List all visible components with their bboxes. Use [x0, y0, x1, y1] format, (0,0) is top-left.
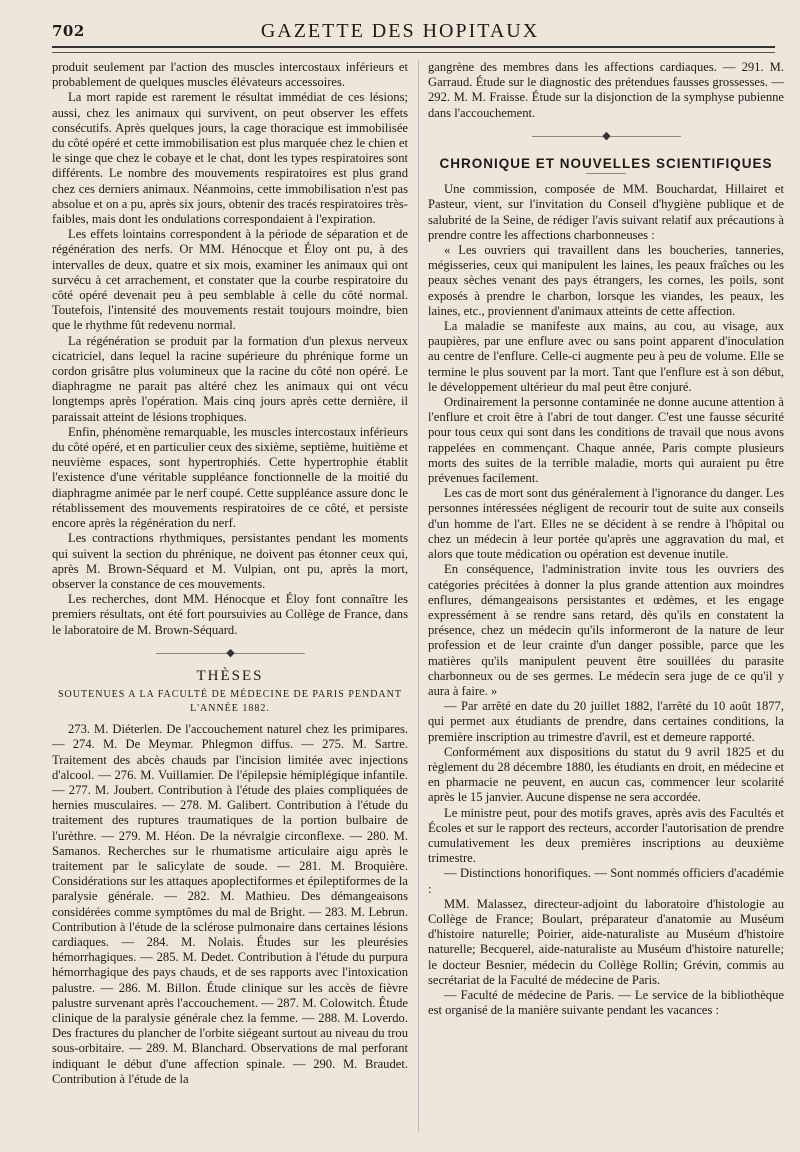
paragraph: produit seulement par l'action des muscles intercostaux inférieurs et probablement de quelques muscles élévateurs accessoires.	[52, 60, 408, 90]
header-rule-thin	[52, 52, 775, 53]
paragraph: MM. Malassez, directeur-adjoint du laboratoire d'histologie au Collège de France; Boulart, préparateur d'anatomie au Muséum d'histoire naturelle; Poirier, aide-naturaliste au Muséum d'histoire naturelle; Becquerel, aide-naturaliste au Muséum d'histoire naturelle; le docteur Besnier, médecin du Collège Rollin; Grévin, commis au secrétariat de la Faculté de médecine de Paris.	[428, 896, 784, 987]
paragraph: La mort rapide est rarement le résultat immédiat de ces lésions; aussi, chez les animaux qui survivent, on peut observer les effets consécutifs. Après quelques jours, la cage thoracique est immobilisée du côté opéré et cette immobilisation est plus marquée chez le chien et le singe que chez le cobaye et le chat, dont les types respiratoires sont différents. Le nombre des mouvements respiratoires est plus grand chez ces derniers animaux. Néanmoins, cette immobilisation n'est pas absolue et on a pu, après six jours, obtenir des tracés respiratoires très-faibles, mais dont les ondulations correspondaient à l'expiration.	[52, 90, 408, 227]
paragraph: Une commission, composée de MM. Bouchardat, Hillairet et Pasteur, vient, sur l'invitation du Conseil d'hygiène publique et de salubrité de la Seine, de rédiger l'avis suivant relatif aux précautions à prendre contre les affections charbonneuses :	[428, 182, 784, 242]
paragraph: — Par arrêté en date du 20 juillet 1882, l'arrêté du 10 août 1877, qui permet aux étudiants de prendre, dans certaines conditions, la première inscription au trimestre d'avril, est et demeure rapporté.	[428, 699, 784, 744]
paragraph: Ordinairement la personne contaminée ne donne aucune attention à l'enflure et croit être à l'abri de tout danger. C'est une fausse sécurité pour tous ceux qui sont dans les conditions de travail que nous avons rappelées en commençant. Chaque année, Paris compte plusieurs morts des suites de la terrible maladie, morts qui auraient pu être prévenues facilement.	[428, 395, 784, 486]
left-column	[52, 60, 408, 1087]
header-rule	[52, 46, 775, 48]
paragraph: gangrène des membres dans les affections cardiaques. — 291. M. Garraud. Étude sur le diagnostic des prétendues fausses grossesses. — 292. M. M. Fraisse. Étude sur la disjonction de la symphyse pubienne dans l'accouchement.	[428, 60, 784, 120]
paragraph: La régénération se produit par la formation d'un plexus nerveux cicatriciel, dans lequel la racine supérieure du phrénique forme un cordon grisâtre plus volumineux que la racine du côté non opéré. Le diaphragme ne parait pas altéré chez les animaux qui ont vécu longtemps après l'opération. Mais cinq jours après cette dernière, il paraissait atteint de lésions trophiques.	[52, 333, 408, 424]
ornament-separator: ———————◆———————	[156, 646, 304, 659]
theses-subtitle: SOUTENUES A LA FACULTÉ DE MÉDECINE DE PARIS PENDANT L'ANNÉE 1882.	[58, 689, 402, 715]
paragraph: — Faculté de médecine de Paris. — Le service de la bibliothèque est organisé de la manière suivante pendant les vacances :	[428, 987, 784, 1018]
running-head: GAZETTE DES HOPITAUX	[260, 20, 540, 42]
paragraph: — Distinctions honorifiques. — Sont nommés officiers d'académie :	[428, 866, 784, 896]
chronique-title: CHRONIQUE ET NOUVELLES SCIENTIFIQUES	[439, 156, 773, 172]
column-divider	[418, 60, 419, 1132]
ornament-separator: ———————◆———————	[532, 129, 680, 142]
title-rule	[586, 173, 626, 174]
theses-list: 273. M. Diéterlen. De l'accouchement naturel chez les primipares. — 274. M. De Meymar. Phlegmon diffus. — 275. M. Sartre. Traitement des abcès chauds par l'incision limitée avec injections d'alcool. — 276. M. Vuillamier. De l'épilepsie hémiplégique infantile. — 277. M. Joubert. Contribution à l'étude des plaies compliquées de hernies musculaires. — 278. M. Galibert. Contribution à l'étude du traitement des ruptures traumatiques de la portion bulbaire de l'urèthre. — 279. M. Héon. De la névralgie circonflexe. — 280. M. Samanos. Recherches sur le rhumatisme articulaire aigu après le traitement par le salicylate de soude. — 281. M. Broquière. Considérations sur les attaques apoplectiformes et épileptiformes de la paralysie générale. — 282. M. Mathieu. Des démangeaisons considérées comme symptômes du mal de Bright. — 283. M. Lebrun. Contribution à l'étude de la sclérose pulmonaire dans certaines lésions cardiaques. — 284. M. Nolais. Études sur les pleurésies hémorrhagiques. — 285. M. Dedet. Contribution à l'étude du purpura hémorrhagique des pays chauds, et de ses rapports avec l'intoxication palustre. — 286. M. Billon. Étude clinique sur les accès de fièvre palustre survenant après l'accouchement. — 287. M. Colowitch. Étude clinique de la paralysie générale chez la femme. — 288. M. Loverdo. Des fractures du plancher de l'orbite siégeant surtout au niveau du trou sous-orbitaire. — 289. M. Blanchard. Observations de mal perforant indiquant le début d'une affection spinale. — 290. M. Braudet. Contribution à l'étude de la	[52, 722, 408, 1086]
right-column	[428, 60, 784, 1018]
paragraph: « Les ouvriers qui travaillent dans les boucheries, tanneries, mégisseries, ceux qui manipulent les laines, les peaux fraîches ou les peaux sèches venant des pays étrangers, les cornes, les poils, sont exposés à prendre le charbon, lorsque les viandes, les peaux, les laines, etc., proviennent d'animaux atteints de cette affection.	[428, 243, 784, 318]
paragraph: Les effets lointains correspondent à la période de séparation et de régénération des nerfs. Or MM. Hénocque et Éloy ont pu, à des intervalles de deux, quatre et six mois, examiner les animaux qui ont survécu à cet arrachement, et constater que la courbe respiratoire du côté opéré devenait peu à peu semblable à celle du côté normal. Toutefois, l'intensité des mouvements restait toujours moindre, bien que le rhythme fût redevenu normal.	[52, 227, 408, 333]
theses-title: THÈSES	[196, 667, 264, 684]
paragraph: Conformément aux dispositions du statut du 9 avril 1825 et du règlement du 28 décembre 1880, les étudiants en droit, en médecine et en pharmacie ne peuvent, en aucun cas, commencer leur scolarité après le 15 janvier. Aucune dispense ne sera accordée.	[428, 744, 784, 805]
paragraph: En conséquence, l'administration invite tous les ouvriers des catégories précitées à donner la plus grande attention aux moindres enflures, démangeaisons persistantes et œdèmes, et les engage expressément à se rendre sans retard, dès qu'ils en constatent la présence, chez un médecin qu'ils informeront de la nature de leur profession et de leur crainte d'un danger possible, parce que les matières qu'ils manipulent peuvent être souillées du parasite charbonneux ou de ses germes. Le médecin sera juge de ce qu'il y aura à faire. »	[428, 562, 784, 698]
paragraph: Les contractions rhythmiques, persistantes pendant les moments qui suivent la section du phrénique, ne doivent pas étonner ceux qui, après M. Brown-Séquard et M. Vulpian, ont pu, après la mort, observer la constance de ces mouvements.	[52, 531, 408, 591]
paragraph: Le ministre peut, pour des motifs graves, après avis des Facultés et Écoles et sur le rapport des recteurs, accorder l'autorisation de prendre cumulativement les deux premières inscriptions au deuxième trimestre.	[428, 805, 784, 866]
paragraph: Les cas de mort sont dus généralement à l'ignorance du danger. Les personnes intéressées négligent de recourir tout de suite aux conseils d'un homme de l'art. Elles ne se décident à se rendre à l'hôpital ou chez un médecin à leur portée qu'après une aggravation du mal, et alors que toute médication ou opération est devenue inutile.	[428, 486, 784, 562]
page-number: 702	[52, 22, 85, 40]
paragraph: Enfin, phénomène remarquable, les muscles intercostaux inférieurs du côté opéré, et en particulier ceux des sixième, septième, huitième et neuvième espaces, sont hypertrophiés. Cette hypertrophie établit l'existence d'une véritable suppléance fonctionnelle de la moitié du diaphragme animée par le nerf coupé. Cette suppléance assure donc le rétablissement des mouvements respiratoires de ce côté, et persiste encore après la régénération du nerf.	[52, 424, 408, 531]
paragraph: Les recherches, dont MM. Hénocque et Éloy font connaître les premiers résultats, ont été fort poursuivies au Collège de France, dans le laboratoire de M. Brown-Séquard.	[52, 592, 408, 637]
paragraph: La maladie se manifeste aux mains, au cou, au visage, aux paupières, par une enflure avec ou sans point apparent d'inoculation au centre de l'enflure. Celle-ci augmente peu à peu de volume. Elle se termine le plus souvent par la mort. Tant que l'enflure est à son début, le développement ultérieur du mal peut être conjuré.	[428, 319, 784, 394]
